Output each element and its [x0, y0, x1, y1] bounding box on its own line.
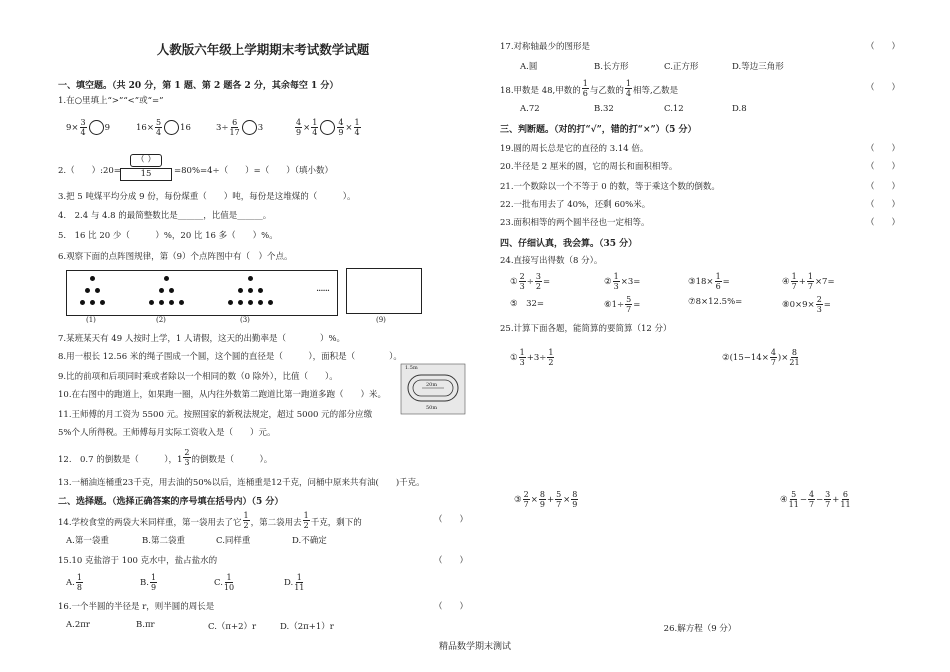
question-15: 15.10 克盐溶于 100 克水中，盐占盐水的 （ ） — [58, 556, 468, 566]
question-1-items: 9× $\frac{3}{4}$ 9 16× $\frac{5}{4}$ 16 3÷ $\frac{6}{17}$ 3 $\frac{4}{9}$ × $\frac{1}{4}$ $\frac{4}{9}$ × $\frac{1}{4}$ — [66, 118, 360, 137]
compare-circle[interactable] — [320, 120, 335, 135]
footer-text: 精品数学期末测试 — [438, 642, 511, 652]
question-10: 10.在右图中的跑道上，如果跑一圈，从内往外数第二跑道比第一跑道多跑（ ）米。 — [58, 390, 387, 400]
question-4: 4. 2.4 与 4.8 的最简整数比是______，比值是______。 — [58, 211, 272, 221]
question-15-options: A. $\frac{1}{8}$ B. $\frac{1}{9}$ C. $\frac{1}{10}$ D. $\frac{1}{11}$ — [66, 573, 305, 592]
compare-circle[interactable] — [242, 120, 257, 135]
pattern-dot — [248, 276, 253, 281]
question-13: 13.一桶油连桶重23千克，用去油的50%以后，连桶重是12千克，问桶中原来共有油( )千克。 — [58, 478, 425, 488]
compare-circle[interactable] — [89, 120, 104, 135]
pattern-dot — [164, 276, 169, 281]
section-4-heading: 四、仔细认真，我会算。（35 分） — [500, 239, 638, 249]
pattern-dot — [169, 300, 174, 305]
question-24-row-2: ⑤ 32= ⑥1÷ $\frac{5}{7}$ = ⑦8×12.5%= ⑧0×9× $\frac{2}{3}$ = — [510, 295, 831, 314]
question-11-line-2: 5%个人所得税。王师傅每月实际工资收入是（ ）元。 — [58, 428, 276, 438]
section-2-heading: 二、选择题。（选择正确答案的序号填在括号内）（5 分） — [58, 497, 284, 507]
question-14: 14.学校食堂的两袋大米同样重，第一袋用去了它 $\frac{1}{2}$ ，第二袋用去 $\frac{1}{2}$ 千克，剩下的 （ ） — [58, 511, 468, 530]
judge-23: 23.面积相等的两个圆半径也一定相等。 （ ） — [500, 218, 900, 228]
judge-19: 19.圆的周长总是它的直径的 3.14 倍。 （ ） — [500, 144, 900, 154]
section-3-heading: 三、判断题。（对的打“√”，错的打“×”）（5 分） — [500, 125, 697, 135]
question-25-row-2: ③ $\frac{2}{7}$ × $\frac{8}{9}$ + $\frac{5}{7}$ × $\frac{8}{9}$ ④ $\frac{5}{11}$ − $\frac{4}{7}$ − $\frac{3}{7}$ + $\frac{6}{11}$ — [514, 490, 851, 509]
question-17: 17.对称轴最少的图形是 （ ） — [500, 42, 900, 52]
compare-circle[interactable] — [164, 120, 179, 135]
judge-22: 22.一批布用去了 40%，还剩 60%米。 （ ） — [500, 200, 900, 210]
pattern-dot — [149, 300, 154, 305]
section-1-heading: 一、填空题。（共 20 分，第 1 题、第 2 题各 2 分，其余每空 1 分） — [58, 81, 339, 91]
question-26: 26.解方程（9 分） — [663, 624, 737, 634]
pattern-dot — [268, 300, 273, 305]
pattern-dot — [238, 300, 243, 305]
question-6: 6.观察下面的点阵图规律，第（9）个点阵图中有（ ）个点。 — [58, 252, 293, 262]
question-8: 8.用一根长 12.56 米的绳子围成一个圆，这个圆的直径是（ ），面积是（ ）。 — [58, 352, 402, 362]
pattern-dot — [238, 288, 243, 293]
pattern-dot — [80, 300, 85, 305]
pattern-dot — [258, 288, 263, 293]
pattern-dot — [248, 300, 253, 305]
question-2: 2.（ ）:20= （ ） 15 =80%=4÷（ ）=（ ）（填小数） — [58, 155, 334, 179]
pattern-dot — [95, 288, 100, 293]
pattern-dot — [228, 300, 233, 305]
question-5: 5. 16 比 20 少（ ）%，20 比 16 多（ ）%。 — [58, 231, 278, 241]
question-16: 16.一个半圆的半径是 r，则半圆的周长是 （ ） — [58, 602, 468, 612]
question-12: 12. 0.7 的倒数是（ ），1 $\frac{2}{3}$ 的倒数是（ ）。 — [58, 448, 273, 467]
question-24: 24.直接写出得数（8 分）。 — [500, 256, 603, 266]
pattern-dot — [100, 300, 105, 305]
question-9: 9.比的前项和后项同时乘或者除以一个相同的数（0 除外），比值（ ）。 — [58, 372, 338, 382]
pattern-dot — [90, 276, 95, 281]
pattern-dot — [85, 288, 90, 293]
dot-pattern-figure: (1) (2) (3) (9) ······ — [58, 264, 468, 322]
question-25-row-1: ① $\frac{1}{3}$ +3÷ $\frac{1}{2}$ ②(15−14× $\frac{4}{7}$ )× $\frac{8}{21}$ — [510, 348, 800, 367]
judge-21: 21.一个数除以一个不等于 0 的数，等于乘这个数的倒数。 （ ） — [500, 182, 900, 192]
question-3: 3.把 5 吨煤平均分成 9 份，每份煤重（ ）吨，每份是这堆煤的（ ）。 — [58, 192, 356, 202]
question-24-row-1: ① $\frac{2}{3}$ ÷ $\frac{3}{2}$ = ② $\frac{1}{3}$ ×3= ③18× $\frac{1}{6}$ = ④ $\frac{1}{7}$ + $\frac{1}{7}$ ×7= — [510, 272, 835, 291]
question-18: 18.甲数是 48,甲数的 $\frac{1}{6}$ 与乙数的 $\frac{1}{4}$ 相等,乙数是 （ ） — [500, 79, 900, 98]
judge-20: 20.半径是 2 厘米的圆，它的周长和面积相等。 （ ） — [500, 162, 900, 172]
pattern-dot — [179, 300, 184, 305]
pattern-dot — [248, 288, 253, 293]
pattern-dot — [169, 288, 174, 293]
track-figure: 1.5m 20m 50m — [400, 363, 466, 415]
page-title: 人教版六年级上学期期末考试数学试题 — [156, 42, 370, 57]
pattern-dot — [90, 300, 95, 305]
question-1: 1.在○里填上“>”“<”或“=” — [58, 96, 164, 106]
question-7: 7.某班某天有 49 人按时上学，1 人请假，这天的出勤率是（ ）%。 — [58, 334, 346, 344]
pattern-dot — [159, 288, 164, 293]
question-11-line-1: 11.王师傅的月工资为 5500 元。按照国家的新税法规定，超过 5000 元的部分应缴 — [58, 410, 373, 420]
question-25: 25.计算下面各题，能简算的要简算（12 分） — [500, 324, 672, 334]
pattern-dot — [258, 300, 263, 305]
pattern-dot — [159, 300, 164, 305]
